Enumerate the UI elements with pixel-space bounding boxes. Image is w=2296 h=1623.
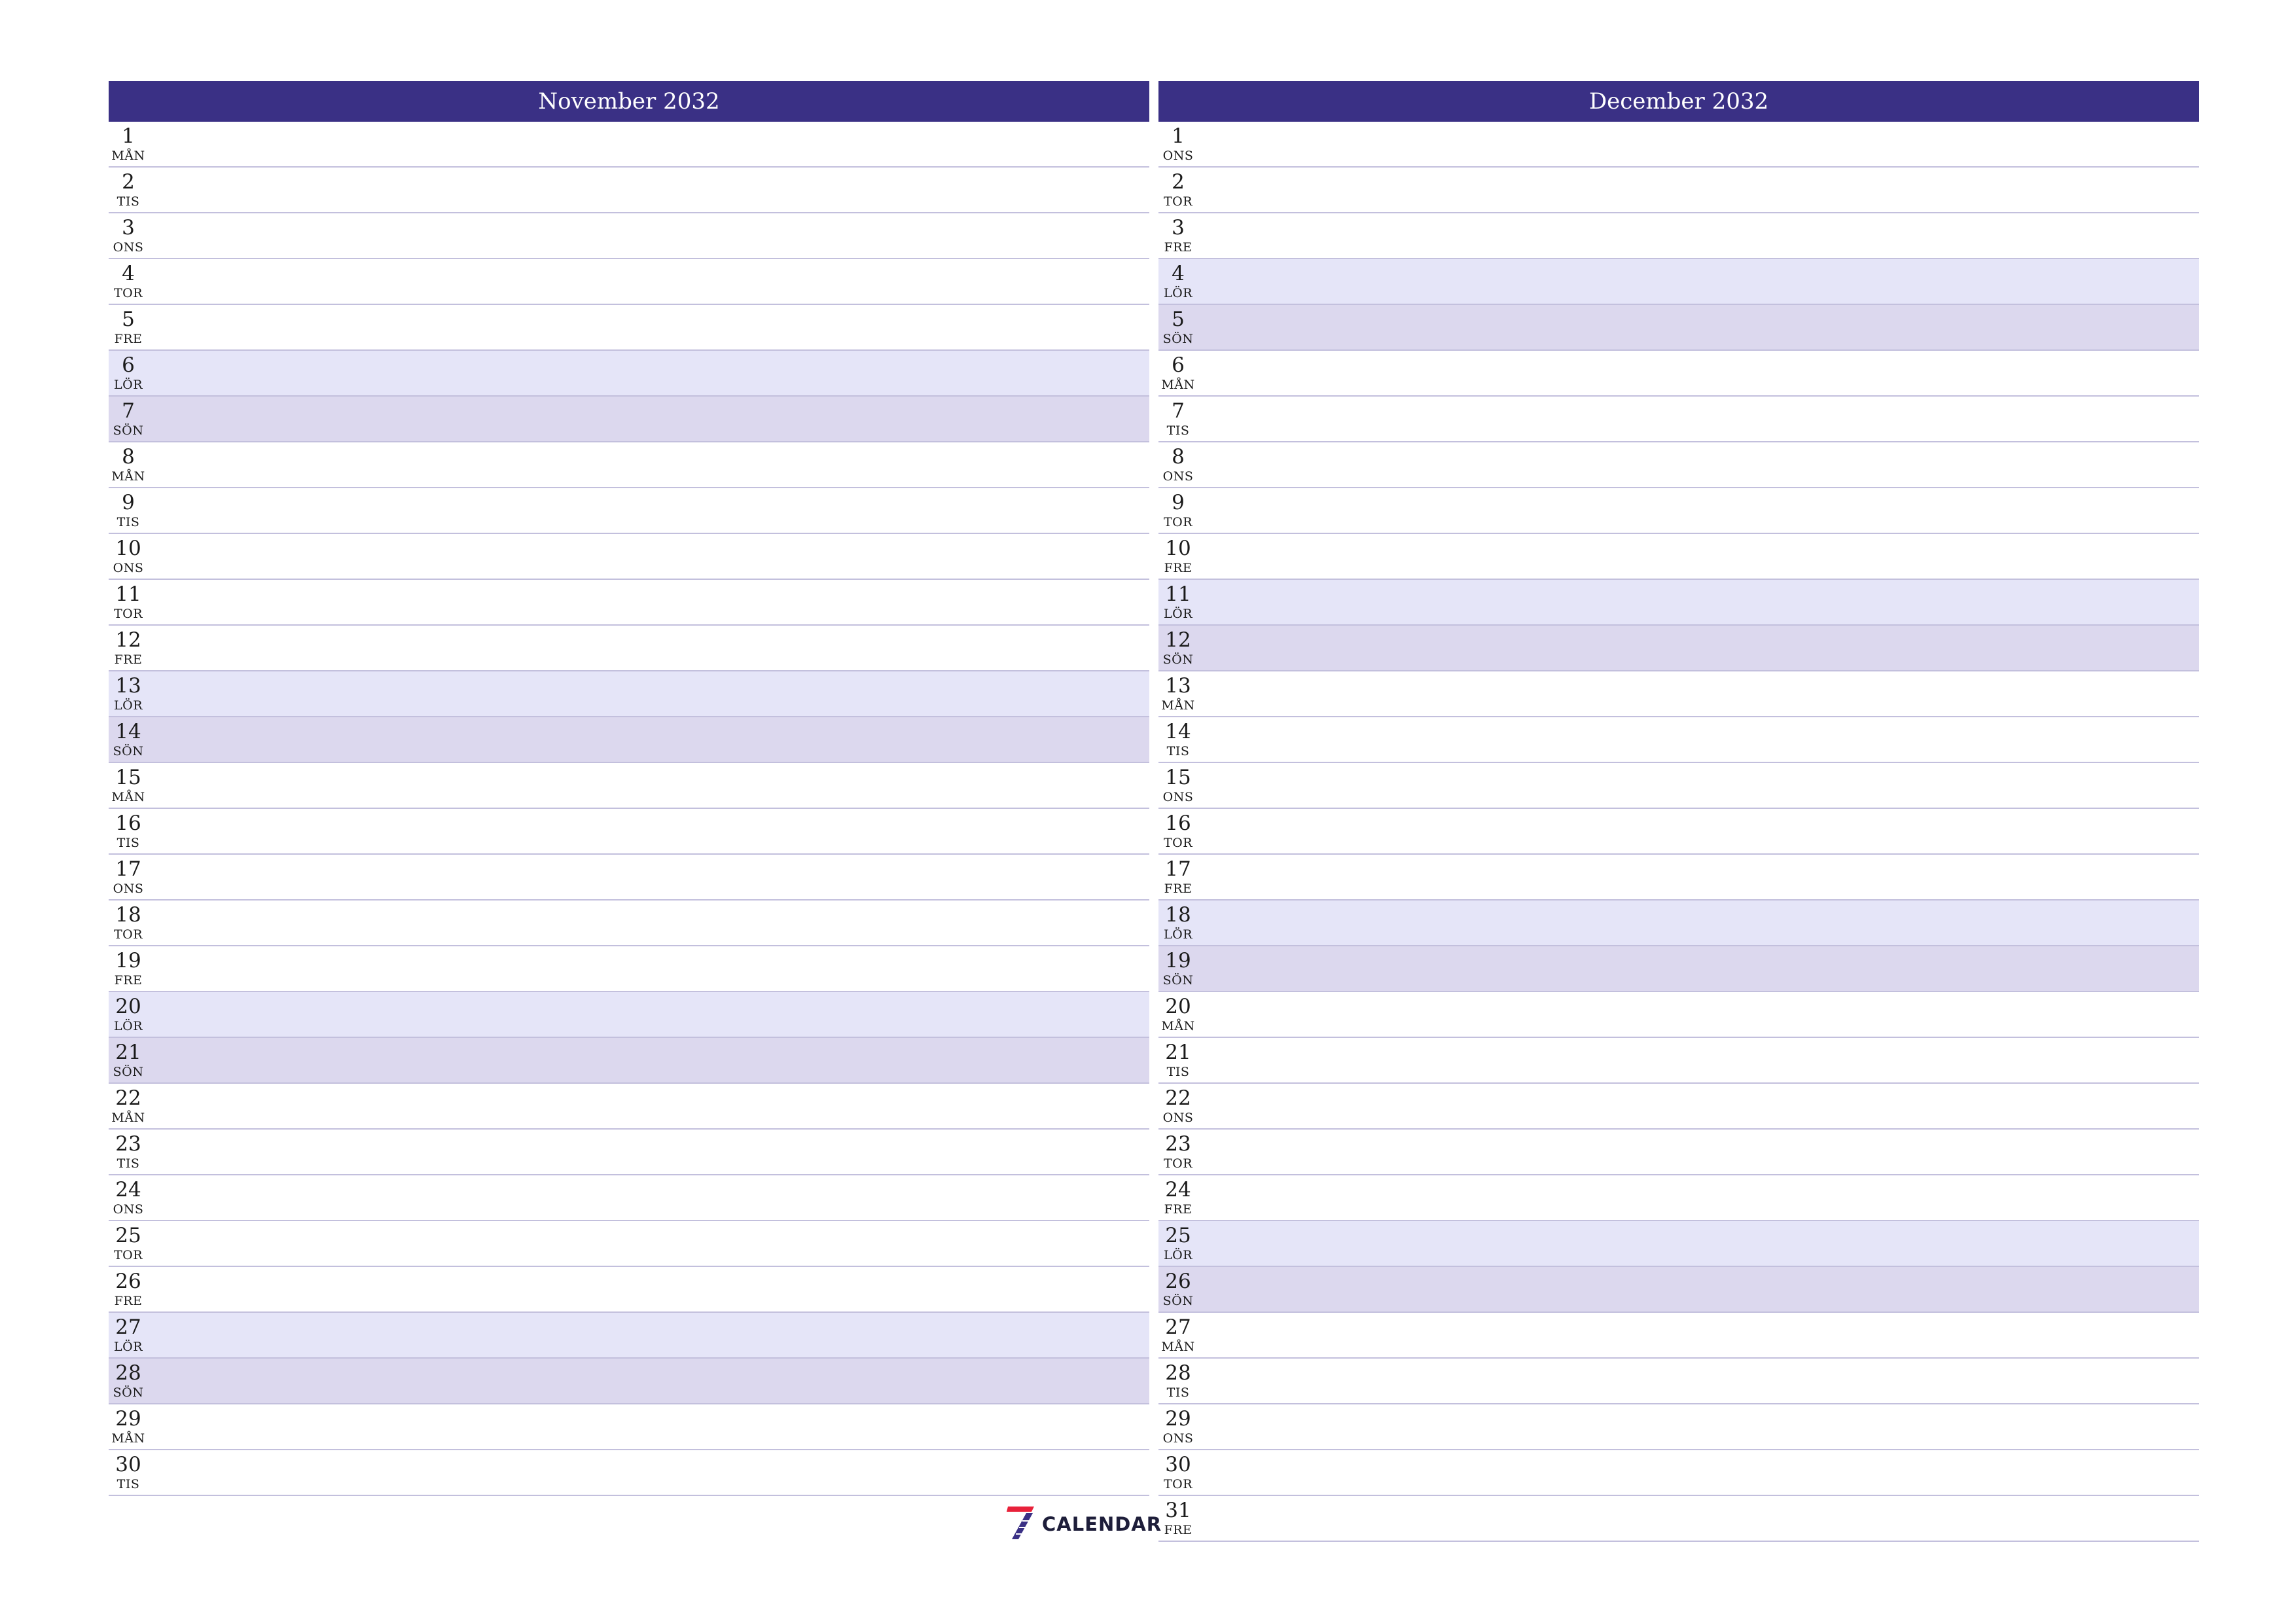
weekday-label: FRE — [1164, 882, 1193, 896]
day-row — [1158, 763, 2199, 809]
day-row — [1158, 534, 2199, 580]
day-number: 4 — [1172, 262, 1185, 285]
day-row — [1158, 946, 2199, 992]
day-number: 15 — [115, 766, 141, 789]
day-row — [1158, 442, 2199, 488]
weekday-label: MÅN — [111, 1111, 145, 1125]
day-row — [1158, 351, 2199, 397]
weekday-label: TIS — [117, 1156, 140, 1171]
day-row — [109, 213, 1149, 259]
day-number: 21 — [1165, 1041, 1191, 1064]
day-row — [1158, 1130, 2199, 1175]
day-row — [1158, 168, 2199, 213]
weekday-label: SÖN — [113, 744, 144, 758]
day-row — [109, 1313, 1149, 1359]
weekday-label: TOR — [113, 607, 143, 621]
weekday-label: MÅN — [111, 149, 145, 163]
weekday-label: LÖR — [114, 1019, 143, 1033]
day-number: 14 — [115, 720, 141, 743]
weekday-label: SÖN — [113, 1385, 144, 1400]
weekday-label: TIS — [1166, 744, 1190, 758]
day-row — [1158, 1359, 2199, 1404]
day-number: 23 — [1165, 1132, 1191, 1156]
day-number: 7 — [122, 399, 135, 423]
day-row — [109, 671, 1149, 717]
seven-logo-icon — [1005, 1505, 1035, 1543]
month-title: November 2032 — [538, 88, 720, 115]
day-number: 22 — [115, 1086, 141, 1110]
weekday-label: LÖR — [1164, 286, 1193, 300]
day-row — [109, 351, 1149, 397]
logo-text: CALENDAR — [1042, 1513, 1162, 1535]
day-number: 7 — [1172, 399, 1185, 423]
day-row — [1158, 1038, 2199, 1084]
day-number: 19 — [115, 949, 141, 972]
month-december — [1158, 81, 2199, 1542]
day-row — [1158, 1404, 2199, 1450]
weekday-label: SÖN — [113, 1065, 144, 1079]
day-number: 2 — [122, 170, 135, 194]
day-number: 8 — [122, 445, 135, 469]
day-row — [1158, 259, 2199, 305]
day-row — [109, 1359, 1149, 1404]
weekday-label: ONS — [113, 1202, 144, 1217]
day-number: 4 — [122, 262, 135, 285]
day-number: 14 — [1165, 720, 1191, 743]
day-number: 1 — [122, 124, 135, 148]
day-number: 29 — [1165, 1407, 1191, 1431]
day-row — [109, 1404, 1149, 1450]
day-row — [109, 1038, 1149, 1084]
day-row — [1158, 397, 2199, 442]
weekday-label: ONS — [113, 240, 144, 255]
day-number: 3 — [1172, 216, 1185, 240]
day-row — [109, 992, 1149, 1038]
day-number: 16 — [115, 812, 141, 835]
day-row — [1158, 1084, 2199, 1130]
day-row — [109, 534, 1149, 580]
day-number: 9 — [1172, 491, 1185, 514]
weekday-label: MÅN — [1161, 698, 1195, 713]
day-number: 30 — [115, 1453, 141, 1476]
weekday-label: SÖN — [1162, 973, 1194, 988]
weekday-label: TIS — [117, 194, 140, 209]
day-number: 22 — [1165, 1086, 1191, 1110]
weekday-label: TIS — [117, 515, 140, 529]
day-number: 13 — [115, 674, 141, 698]
day-number: 11 — [1165, 582, 1191, 606]
weekday-label: SÖN — [1162, 652, 1194, 667]
weekday-label: FRE — [1164, 1523, 1193, 1537]
day-row — [1158, 717, 2199, 763]
day-number: 11 — [115, 582, 141, 606]
day-number: 6 — [122, 353, 135, 377]
day-row — [1158, 305, 2199, 351]
month-november — [109, 81, 1149, 1496]
day-row — [1158, 122, 2199, 168]
weekday-label: FRE — [114, 973, 143, 988]
weekday-label: ONS — [1162, 469, 1194, 484]
weekday-label: MÅN — [111, 790, 145, 804]
day-row — [1158, 488, 2199, 534]
weekday-label: ONS — [1162, 1431, 1194, 1446]
day-row — [1158, 1496, 2199, 1542]
weekday-label: MÅN — [1161, 1019, 1195, 1033]
weekday-label: FRE — [1164, 1202, 1193, 1217]
day-number: 5 — [122, 308, 135, 331]
day-number: 28 — [1165, 1361, 1191, 1385]
day-number: 12 — [115, 628, 141, 652]
weekday-label: FRE — [114, 332, 143, 346]
day-row — [109, 717, 1149, 763]
day-row — [109, 1221, 1149, 1267]
day-number: 12 — [1165, 628, 1191, 652]
weekday-label: TIS — [117, 836, 140, 850]
weekday-label: LÖR — [1164, 927, 1193, 942]
day-row — [1158, 809, 2199, 855]
weekday-label: TIS — [117, 1477, 140, 1491]
day-number: 25 — [1165, 1224, 1191, 1247]
weekday-label: FRE — [1164, 240, 1193, 255]
weekday-label: MÅN — [111, 1431, 145, 1446]
day-row — [1158, 1221, 2199, 1267]
weekday-label: SÖN — [113, 423, 144, 438]
day-number: 31 — [1165, 1499, 1191, 1522]
day-row — [1158, 671, 2199, 717]
weekday-label: TOR — [113, 286, 143, 300]
day-number: 27 — [1165, 1315, 1191, 1339]
day-number: 23 — [115, 1132, 141, 1156]
day-number: 26 — [1165, 1270, 1191, 1293]
weekday-label: TOR — [113, 1248, 143, 1262]
weekday-label: ONS — [113, 561, 144, 575]
day-list — [109, 122, 1149, 1496]
day-row — [109, 626, 1149, 671]
weekday-label: TOR — [1163, 1156, 1193, 1171]
day-number: 29 — [115, 1407, 141, 1431]
day-number: 18 — [115, 903, 141, 927]
weekday-label: MÅN — [1161, 1340, 1195, 1354]
weekday-label: LÖR — [1164, 607, 1193, 621]
weekday-label: TOR — [1163, 194, 1193, 209]
day-number: 10 — [1165, 537, 1191, 560]
day-number: 8 — [1172, 445, 1185, 469]
day-row — [109, 855, 1149, 901]
day-number: 15 — [1165, 766, 1191, 789]
month-header — [1158, 81, 2199, 122]
day-number: 17 — [115, 857, 141, 881]
weekday-label: ONS — [1162, 1111, 1194, 1125]
weekday-label: LÖR — [114, 698, 143, 713]
day-number: 21 — [115, 1041, 141, 1064]
day-number: 25 — [115, 1224, 141, 1247]
day-row — [1158, 1267, 2199, 1313]
day-number: 13 — [1165, 674, 1191, 698]
day-number: 28 — [115, 1361, 141, 1385]
day-row — [109, 1267, 1149, 1313]
weekday-label: SÖN — [1162, 332, 1194, 346]
day-row — [109, 901, 1149, 946]
weekday-label: LÖR — [1164, 1248, 1193, 1262]
weekday-label: TIS — [1166, 423, 1190, 438]
day-number: 19 — [1165, 949, 1191, 972]
day-number: 30 — [1165, 1453, 1191, 1476]
weekday-label: TIS — [1166, 1385, 1190, 1400]
weekday-label: TIS — [1166, 1065, 1190, 1079]
day-list — [1158, 122, 2199, 1542]
day-number: 6 — [1172, 353, 1185, 377]
weekday-label: LÖR — [114, 1340, 143, 1354]
day-row — [109, 580, 1149, 626]
day-row — [109, 488, 1149, 534]
day-number: 20 — [115, 995, 141, 1018]
day-row — [109, 1084, 1149, 1130]
day-row — [1158, 1450, 2199, 1496]
weekday-label: MÅN — [111, 469, 145, 484]
day-row — [109, 763, 1149, 809]
weekday-label: FRE — [114, 1294, 143, 1308]
day-number: 1 — [1172, 124, 1185, 148]
weekday-label: FRE — [114, 652, 143, 667]
day-row — [1158, 626, 2199, 671]
day-row — [109, 122, 1149, 168]
day-number: 18 — [1165, 903, 1191, 927]
day-number: 24 — [1165, 1178, 1191, 1202]
weekday-label: TOR — [1163, 836, 1193, 850]
day-number: 3 — [122, 216, 135, 240]
weekday-label: ONS — [113, 882, 144, 896]
day-row — [1158, 901, 2199, 946]
day-row — [1158, 855, 2199, 901]
day-number: 26 — [115, 1270, 141, 1293]
day-number: 16 — [1165, 812, 1191, 835]
day-row — [1158, 1175, 2199, 1221]
weekday-label: ONS — [1162, 149, 1194, 163]
day-number: 10 — [115, 537, 141, 560]
day-row — [109, 946, 1149, 992]
weekday-label: ONS — [1162, 790, 1194, 804]
day-number: 20 — [1165, 995, 1191, 1018]
weekday-label: LÖR — [114, 378, 143, 392]
weekday-label: FRE — [1164, 561, 1193, 575]
day-row — [1158, 992, 2199, 1038]
day-number: 9 — [122, 491, 135, 514]
day-number: 17 — [1165, 857, 1191, 881]
weekday-label: TOR — [113, 927, 143, 942]
day-row — [109, 305, 1149, 351]
day-row — [109, 168, 1149, 213]
day-number: 24 — [115, 1178, 141, 1202]
day-number: 5 — [1172, 308, 1185, 331]
day-row — [109, 1130, 1149, 1175]
month-title: December 2032 — [1588, 88, 1769, 115]
day-row — [109, 1175, 1149, 1221]
day-number: 27 — [115, 1315, 141, 1339]
day-row — [109, 259, 1149, 305]
month-header — [109, 81, 1149, 122]
day-row — [109, 397, 1149, 442]
day-number: 2 — [1172, 170, 1185, 194]
weekday-label: TOR — [1163, 1477, 1193, 1491]
day-row — [109, 1450, 1149, 1496]
weekday-label: TOR — [1163, 515, 1193, 529]
weekday-label: MÅN — [1161, 378, 1195, 392]
brand-logo — [1005, 1505, 1162, 1543]
day-row — [1158, 213, 2199, 259]
day-row — [109, 809, 1149, 855]
day-row — [1158, 1313, 2199, 1359]
day-row — [1158, 580, 2199, 626]
day-row — [109, 442, 1149, 488]
weekday-label: SÖN — [1162, 1294, 1194, 1308]
